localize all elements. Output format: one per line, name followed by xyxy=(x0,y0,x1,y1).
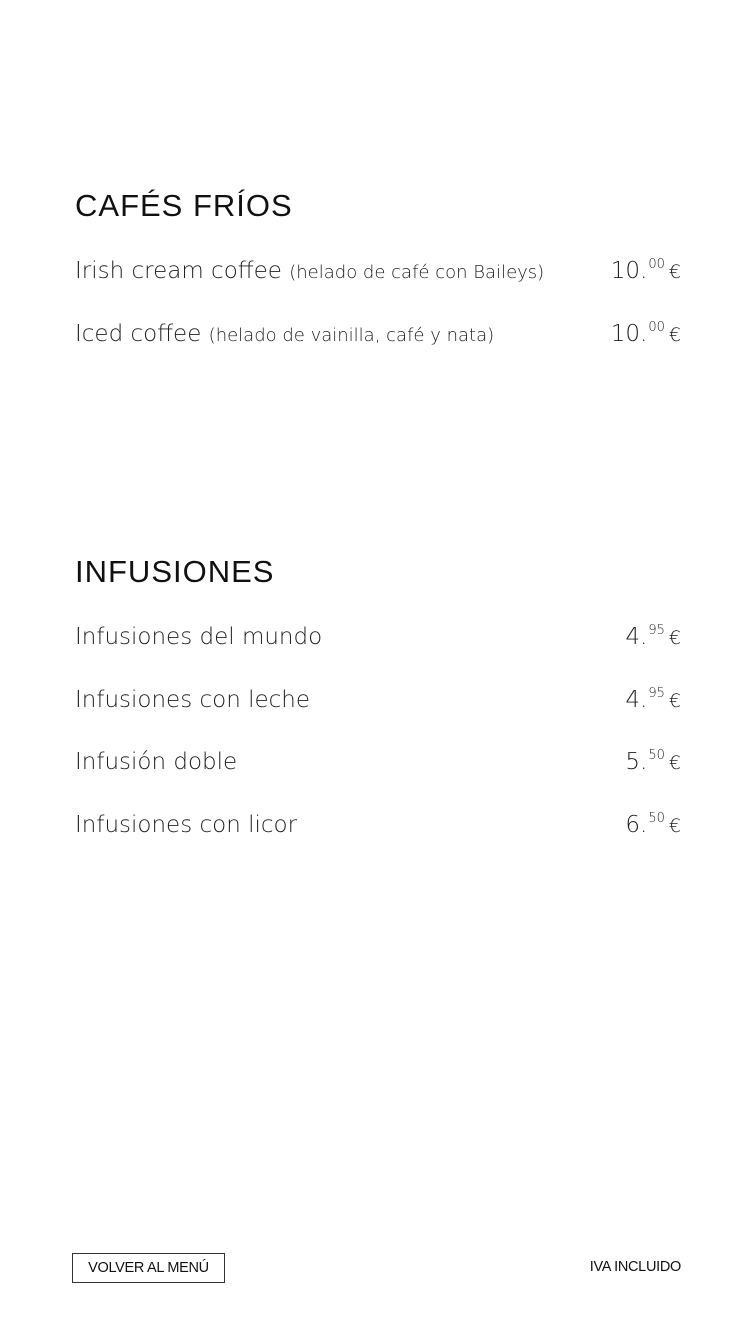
price-cents: 00 xyxy=(648,257,665,272)
section-title: INFUSIONES xyxy=(75,554,275,589)
item-name: Infusiones del mundo xyxy=(75,624,323,650)
price-currency: € xyxy=(668,324,681,346)
item-price xyxy=(625,687,681,712)
price-currency: € xyxy=(668,689,681,712)
item-name-wrapper xyxy=(75,323,494,346)
price-cents: 50 xyxy=(648,810,665,826)
menu-item-list xyxy=(75,258,681,384)
menu-item xyxy=(75,258,681,321)
section-cafes-frios xyxy=(75,190,681,384)
item-price xyxy=(625,812,681,837)
item-price xyxy=(611,258,681,283)
item-price xyxy=(625,624,681,649)
price-currency: € xyxy=(668,752,681,774)
section-infusiones xyxy=(75,556,681,874)
price-int: 4. xyxy=(625,686,648,713)
price-currency: € xyxy=(668,627,681,649)
price-int: 5. xyxy=(625,749,648,775)
item-price xyxy=(611,321,681,346)
price-int: 10. xyxy=(610,258,648,284)
item-name: Infusión doble xyxy=(75,749,238,775)
price-currency: € xyxy=(668,261,681,283)
menu-item-list xyxy=(75,624,681,874)
price-cents: 95 xyxy=(648,685,665,701)
menu-item xyxy=(75,749,681,812)
back-to-menu-button[interactable]: VOLVER AL MENÚ xyxy=(72,1253,225,1283)
menu-item xyxy=(75,812,681,875)
item-name-wrapper xyxy=(75,260,544,283)
price-int: 6. xyxy=(625,811,648,838)
item-name: Iced coffee xyxy=(75,321,202,347)
section-title: CAFÉS FRÍOS xyxy=(75,188,293,223)
price-currency: € xyxy=(668,814,681,837)
item-price xyxy=(625,749,681,774)
item-description: (helado de vainilla, café y nata) xyxy=(208,325,495,346)
menu-item xyxy=(75,321,681,384)
price-cents: 50 xyxy=(648,748,665,763)
tax-included-note: IVA INCLUIDO xyxy=(589,1259,681,1275)
menu-item xyxy=(75,624,681,687)
price-int: 4. xyxy=(625,624,648,650)
item-description: (helado de café con Baileys) xyxy=(289,262,545,283)
price-int: 10. xyxy=(610,321,648,347)
item-name: Irish cream coffee xyxy=(75,258,282,284)
price-cents: 00 xyxy=(648,320,665,335)
menu-item xyxy=(75,687,681,750)
item-name: Infusiones con licor xyxy=(75,811,298,838)
price-cents: 95 xyxy=(648,623,665,638)
item-name: Infusiones con leche xyxy=(75,686,311,713)
